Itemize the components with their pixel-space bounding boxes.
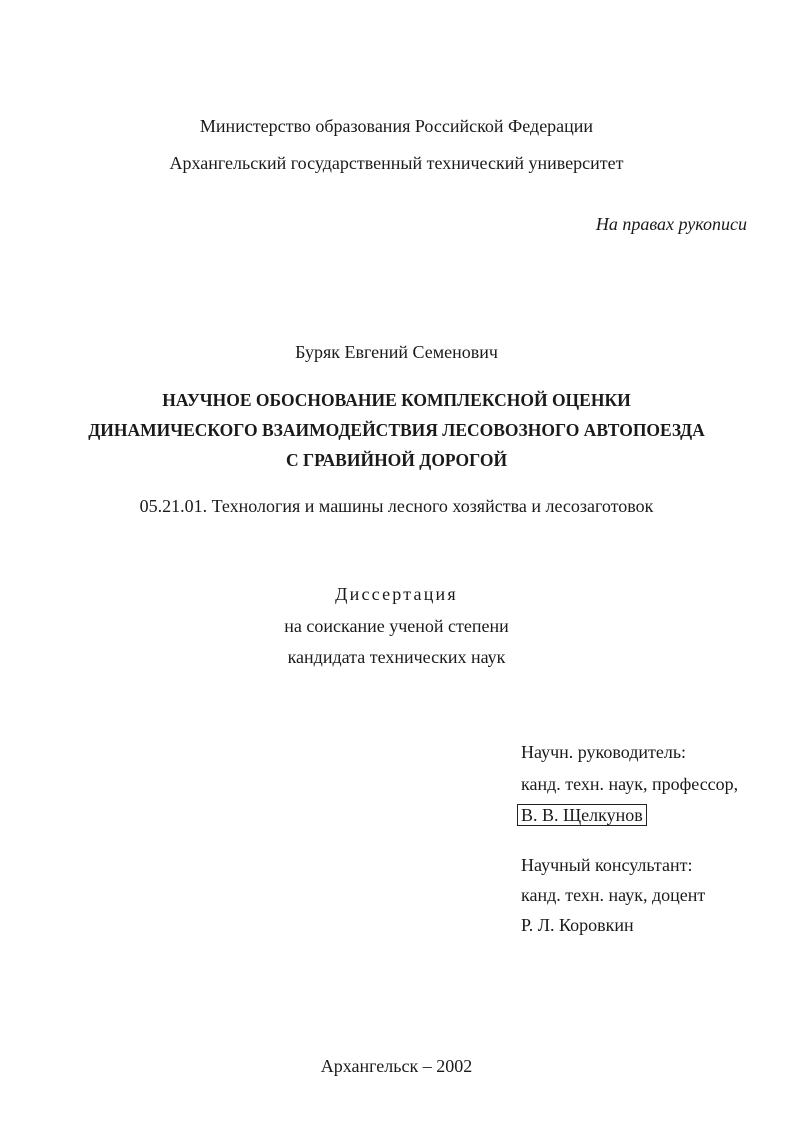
specialty-line: 05.21.01. Технология и машины лесного хозяйства и лесозаготовок [139,496,654,516]
degree-line-1: на соискание ученой степени [284,616,509,636]
author-name: Буряк Евгений Семенович [295,342,498,362]
consultant-name: Р. Л. Коровкин [521,915,634,935]
footer-city-year: Архангельск – 2002 [320,1056,473,1076]
ministry-line: Министерство образования Российской Федерации [199,116,594,136]
supervisor-name: В. В. Щелкунов [517,804,647,826]
university-line: Архангельский государственный технический университет [169,153,624,173]
supervisor-title: канд. техн. наук, профессор, [521,774,739,794]
title-line-3: С ГРАВИЙНОЙ ДОРОГОЙ [285,450,508,470]
consultant-title: канд. техн. наук, доцент [521,885,706,905]
manuscript-note: На правах рукописи [595,214,747,234]
supervisor-label: Научн. руководитель: [521,742,687,762]
title-line-1: НАУЧНОЕ ОБОСНОВАНИЕ КОМПЛЕКСНОЙ ОЦЕНКИ [162,390,631,410]
degree-type: Диссертация [335,584,458,604]
title-line-2: ДИНАМИЧЕСКОГО ВЗАИМОДЕЙСТВИЯ ЛЕСОВОЗНОГО АВТОПОЕЗДА [88,420,705,440]
consultant-label: Научный консультант: [521,855,693,875]
degree-line-2: кандидата технических наук [287,647,506,667]
